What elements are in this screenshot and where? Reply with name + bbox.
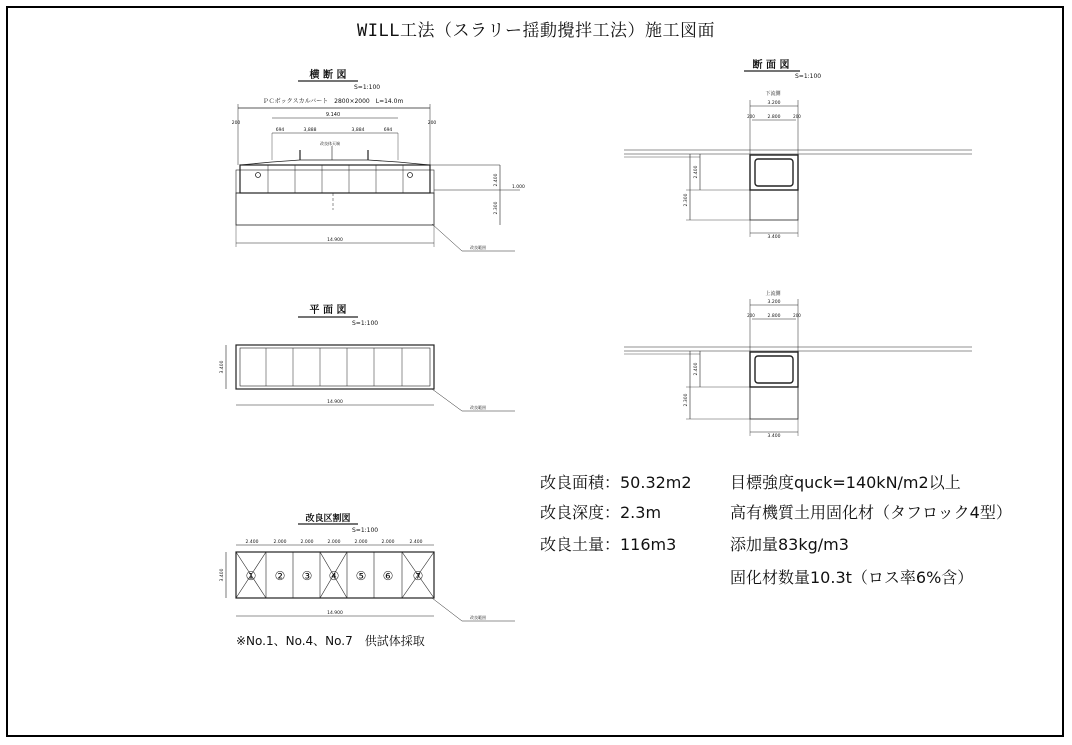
dim-bottom: 14.900 xyxy=(327,238,343,243)
zone-number: ④ xyxy=(328,569,340,583)
upstream-section xyxy=(624,290,972,439)
upstream-dim-left-edge: 200 xyxy=(747,313,755,318)
zone-dim-bottom: 14.900 xyxy=(327,611,343,616)
segment-dim: 2.400 xyxy=(409,540,423,545)
upstream-dim-inner: 2.800 xyxy=(767,314,781,319)
dim-mid-left: 3,888 xyxy=(303,128,317,133)
zone-number: ① xyxy=(245,569,257,583)
leader-line xyxy=(432,224,462,251)
pipe-opening xyxy=(256,173,261,178)
cross-section-diagram xyxy=(232,68,525,251)
leader-line xyxy=(432,598,462,621)
section-view-scale: S=1:100 xyxy=(795,73,822,80)
upstream-dim-right-edge: 200 xyxy=(793,313,801,318)
segment-dim: 2.000 xyxy=(381,540,395,545)
improved-ground xyxy=(750,190,798,220)
plan-ref-label: 改良範囲 xyxy=(470,405,486,410)
spec-dosage: 添加量83kg/m3 xyxy=(730,535,849,554)
downstream-dim-left-1: 2.400 xyxy=(694,165,699,179)
ref-label: 改良範囲 xyxy=(470,245,486,250)
zone-dim-side: 3.400 xyxy=(220,568,225,582)
downstream-label: 下流側 xyxy=(765,91,781,97)
spec-strength: 目標強度quck=140kN/m2以上 xyxy=(730,473,961,492)
culvert-outline xyxy=(236,170,434,193)
culvert-opening xyxy=(755,159,793,186)
upstream-dim-top: 3.200 xyxy=(767,300,781,305)
crown-label: 改良体天端 xyxy=(320,141,340,146)
dim-left-small: 694 xyxy=(275,128,285,133)
section-view-diagram xyxy=(624,58,972,439)
plan-inner xyxy=(240,348,430,386)
spec-material: 高有機質土用固化材（タフロック4型） xyxy=(730,503,1012,522)
plan-view-diagram xyxy=(219,303,515,411)
plan-outline xyxy=(236,345,434,389)
downstream-dim-left-2: 2.300 xyxy=(684,193,689,207)
downstream-dim-inner: 2.800 xyxy=(767,115,781,120)
spec-volume: 改良土量：116m3 xyxy=(540,535,677,554)
cross-section-heading: 横 断 図 xyxy=(309,70,347,81)
culvert-label: ＰＣボックスカルバート 2800×2000 L=14.0m xyxy=(262,98,404,105)
segment-dim: 2.000 xyxy=(300,540,314,545)
section-view-heading: 断 面 図 xyxy=(752,60,790,71)
sampling-note: ※No.1、No.4、No.7 供試体採取 xyxy=(236,634,425,648)
segment-dim: 2.000 xyxy=(273,540,287,545)
upstream-dim-left-1: 2.400 xyxy=(694,362,699,376)
zone-number: ⑥ xyxy=(382,569,394,583)
upstream-dim-left-2: 2.300 xyxy=(684,393,689,407)
upstream-dim-bottom: 3.400 xyxy=(767,434,781,439)
zone-ref-label: 改良範囲 xyxy=(470,615,486,620)
plan-dim-side: 3.400 xyxy=(220,360,225,374)
zone-plan-diagram xyxy=(219,512,515,621)
downstream-section xyxy=(624,90,972,240)
leader-line xyxy=(432,389,462,411)
improved-ground xyxy=(750,387,798,419)
spec-quantity: 固化材数量10.3t（ロス率6%含） xyxy=(730,568,974,587)
culvert-box xyxy=(750,352,798,387)
dim-top-inner: 9.140 xyxy=(325,112,341,118)
downstream-dim-bottom: 3.400 xyxy=(767,235,781,240)
segment-dim: 2.400 xyxy=(245,540,259,545)
zone-number: ⑦ xyxy=(412,569,424,583)
upstream-label: 上流側 xyxy=(765,291,781,297)
plan-view-scale: S=1:100 xyxy=(352,320,379,327)
dim-right-2: 2.300 xyxy=(494,201,499,215)
spec-area: 改良面積：50.32m2 xyxy=(540,473,692,492)
road-surface xyxy=(240,160,430,165)
improved-ground xyxy=(236,193,434,225)
segment-dim: 2.000 xyxy=(327,540,341,545)
culvert-opening xyxy=(755,356,793,383)
downstream-dim-left-edge: 200 xyxy=(747,114,755,119)
plan-view-heading: 平 面 図 xyxy=(309,305,347,316)
dim-mid-right: 3,884 xyxy=(351,128,365,133)
cross-section-scale: S=1:100 xyxy=(354,84,381,91)
culvert-box xyxy=(750,155,798,190)
downstream-dim-top: 3.200 xyxy=(767,101,781,106)
dim-right-edge: 200 xyxy=(427,121,437,126)
dim-right-1: 2.400 xyxy=(494,173,499,187)
zone-number: ③ xyxy=(301,569,313,583)
segment-dim: 2.000 xyxy=(354,540,368,545)
zone-plan-heading: 改良区割図 xyxy=(305,514,351,524)
zone-number: ② xyxy=(274,569,286,583)
dim-left-edge: 200 xyxy=(231,121,241,126)
culvert-body xyxy=(240,165,430,193)
spec-depth: 改良深度：2.3m xyxy=(540,503,662,522)
drawing-title: WILL工法（スラリー揺動攪拌工法）施工図面 xyxy=(357,21,715,41)
zone-number: ⑤ xyxy=(355,569,367,583)
pipe-opening xyxy=(408,173,413,178)
dim-right-3: 1.000 xyxy=(512,185,525,190)
dim-right-small: 694 xyxy=(383,128,393,133)
plan-dim-bottom: 14.900 xyxy=(327,400,343,405)
downstream-dim-right-edge: 200 xyxy=(793,114,801,119)
zone-plan-scale: S=1:100 xyxy=(352,527,379,534)
